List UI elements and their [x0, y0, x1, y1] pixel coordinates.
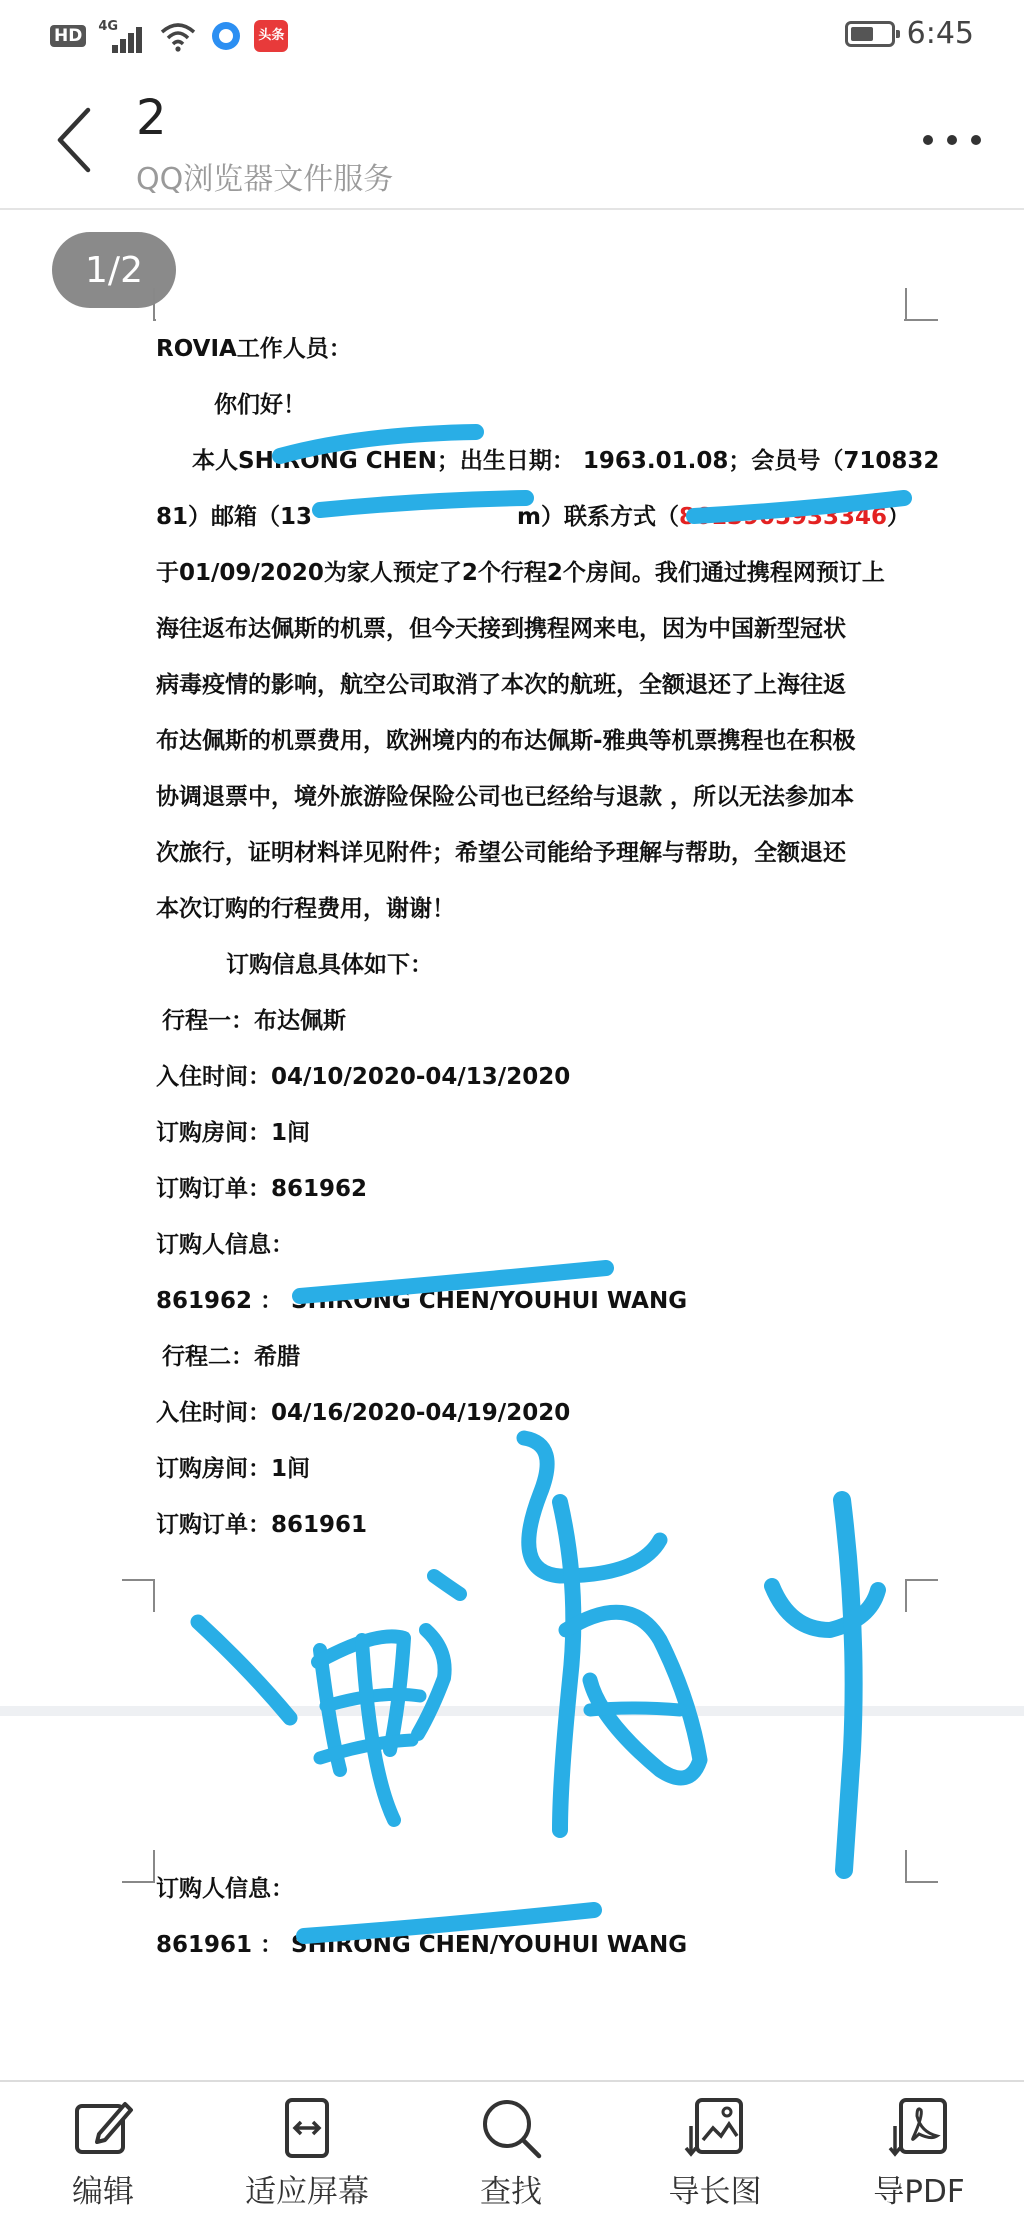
- handwriting-mark: [326, 1694, 420, 1706]
- trip-two-buyer-label: 订购人信息：: [156, 1876, 294, 1902]
- search-icon: [479, 2096, 543, 2160]
- long-image-icon: [683, 2096, 747, 2160]
- fit-screen-button[interactable]: [212, 2096, 402, 2216]
- crop-mark-bottom-left: [122, 1578, 156, 1612]
- document-title: 2: [136, 90, 167, 146]
- crop-mark-top-right: [904, 288, 938, 322]
- more-options-button[interactable]: [912, 110, 992, 170]
- trip-two-order: 订购订单：861961: [156, 1512, 368, 1538]
- crop-mark-bottom-right: [904, 1578, 938, 1612]
- news-app-label: 头条: [258, 28, 285, 43]
- trip-two-rooms: 订购房间：1间: [156, 1456, 311, 1482]
- wifi-icon: [158, 20, 198, 52]
- handwriting-overlay: [0, 210, 1024, 2080]
- trip-one-buyer-label: 订购人信息：: [156, 1232, 294, 1258]
- letter-line: 本次订购的行程费用，谢谢！: [156, 896, 455, 922]
- hd-indicator: HD: [50, 25, 86, 47]
- document-subtitle: QQ浏览器文件服务: [136, 162, 394, 197]
- trip-two: 行程二：希腊: [162, 1344, 300, 1370]
- trip-one-buyer: 861962 ： SHIRONG CHEN/YOUHUI WANG: [156, 1288, 688, 1314]
- fit-screen-icon: [275, 2096, 339, 2160]
- export-pdf-label: 导PDF: [873, 2174, 965, 2210]
- qq-browser-app-icon: [210, 20, 242, 52]
- trip-two-buyer: 861961 ： SHIRONG CHEN/YOUHUI WANG: [156, 1932, 688, 1958]
- status-bar: [0, 0, 1024, 70]
- handwriting-mark: [362, 1640, 394, 1820]
- fit-screen-label: 适应屏幕: [245, 2174, 369, 2210]
- crop-mark-top-left: [122, 288, 156, 322]
- handwriting-mark: [772, 1586, 878, 1630]
- trip-one-rooms: 订购房间：1间: [156, 1120, 311, 1146]
- page-indicator: [52, 232, 176, 308]
- edit-label: 编辑: [72, 2174, 134, 2210]
- trip-one-order: 订购订单：861962: [156, 1176, 368, 1202]
- handwriting-mark: [560, 1502, 573, 1830]
- news-app-icon: [254, 20, 288, 52]
- handwriting-mark: [524, 1438, 660, 1576]
- letter-salutation: ROVIA工作人员：: [156, 336, 352, 362]
- more-dots-icon: [912, 110, 992, 170]
- handwriting-mark: [566, 1612, 700, 1778]
- export-long-image-button[interactable]: [620, 2096, 810, 2216]
- back-button[interactable]: [48, 100, 118, 180]
- export-long-image-label: 导长图: [668, 2174, 762, 2210]
- edit-icon: [71, 2096, 135, 2160]
- letter-line: 海往返布达佩斯的机票，但今天接到携程网来电，因为中国新型冠状: [156, 616, 846, 642]
- search-label: 查找: [480, 2174, 542, 2210]
- export-pdf-button[interactable]: [824, 2096, 1014, 2216]
- order-info-heading: 订购信息具体如下：: [226, 952, 433, 978]
- network-type: 4G: [98, 19, 119, 34]
- crop-mark-page2-top-right: [904, 1850, 938, 1884]
- trip-two-dates: 入住时间：04/16/2020-04/19/2020: [156, 1400, 571, 1426]
- letter-line: [156, 498, 910, 531]
- letter-line: 协调退票中，境外旅游险保险公司也已经给与退款 ，所以无法参加本: [156, 784, 855, 810]
- phone-number: 8613905933346: [678, 504, 888, 530]
- handwriting-mark: [318, 1636, 404, 1750]
- search-button[interactable]: [416, 2096, 606, 2216]
- app-header: [0, 70, 1024, 210]
- handwriting-mark: [418, 1630, 445, 1734]
- bottom-toolbar: [0, 2080, 1024, 2218]
- battery-icon: [845, 21, 895, 47]
- clock: 6:45: [906, 16, 974, 51]
- edit-button[interactable]: [8, 2096, 198, 2216]
- handwriting-mark: [320, 1740, 412, 1758]
- letter-line: 于01/09/2020为家人预定了2个行程2个房间。我们通过携程网预订上: [156, 560, 885, 586]
- page-separator: [0, 1706, 1024, 1716]
- email-text: 81）邮箱（13: [156, 504, 313, 530]
- letter-line: 病毒疫情的影响，航空公司取消了本次的航班，全额退还了上海往返: [156, 672, 846, 698]
- pdf-icon: [887, 2096, 951, 2160]
- handwriting-mark: [434, 1576, 460, 1594]
- contact-close: ）: [887, 504, 911, 530]
- page-indicator-label: 1/2: [85, 249, 143, 291]
- document-viewer[interactable]: [0, 210, 1024, 2080]
- contact-label: m）联系方式（: [517, 504, 679, 530]
- trip-one-dates: 入住时间：04/10/2020-04/13/2020: [156, 1064, 571, 1090]
- letter-line: 次旅行，证明材料详见附件；希望公司能给予理解与帮助，全额退还: [156, 840, 846, 866]
- crop-mark-page2-top-left: [122, 1850, 156, 1884]
- letter-greeting: 你们好！: [214, 392, 306, 418]
- handwriting-mark: [198, 1622, 290, 1718]
- status-icons-right: [845, 16, 974, 51]
- status-icons-left: [50, 18, 288, 54]
- trip-one: 行程一：布达佩斯: [162, 1008, 346, 1034]
- letter-line: 本人SHIRONG CHEN；出生日期： 1963.01.08；会员号（710832: [192, 448, 940, 474]
- cellular-signal-icon: [98, 19, 146, 53]
- letter-line: 布达佩斯的机票费用，欧洲境内的布达佩斯-雅典等机票携程也在积极: [156, 728, 856, 754]
- chevron-left-icon: [48, 100, 118, 180]
- handwriting-mark: [842, 1500, 854, 1870]
